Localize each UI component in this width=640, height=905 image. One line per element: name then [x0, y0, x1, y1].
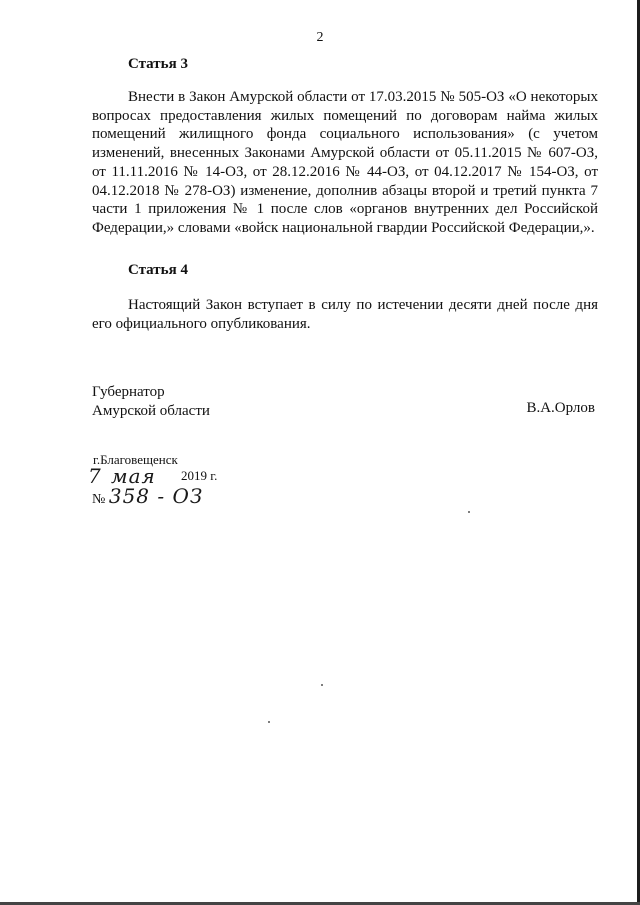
- city-line: г.Благовещенск: [93, 452, 178, 467]
- signatory-name: В.А.Орлов: [526, 400, 595, 416]
- page-number: 2: [316, 30, 324, 45]
- number-sign: №: [92, 492, 106, 507]
- article-3-body: [92, 88, 598, 238]
- scan-speck: [468, 511, 470, 513]
- handwritten-day: 7: [88, 464, 102, 488]
- article-3-heading: Статья 3: [128, 56, 188, 72]
- signatory-title-line-1: Губернатор: [92, 384, 165, 400]
- law-number-line: [92, 484, 203, 508]
- signatory-title: [92, 383, 210, 421]
- scan-speck: [268, 721, 270, 723]
- article-3-paragraph: Внести в Закон Амурской области от 17.03.2015 № 505-ОЗ «О некоторых вопросах предоставления жилых помещений по договорам найма жилых помещений жилищного фонда социального использования» (с учетом изменений, внесенных Законами Амурской области от 05.11.2015 № 607-ОЗ, от 11.11.2016 № 14-ОЗ, от 28.12.2016 № 44-ОЗ, от 04.12.2017 № 154-ОЗ, от 04.12.2018 № 278-ОЗ) изменение, дополнив абзацы второй и третий пункта 7 части 1 приложения № 1 после слов «органов внутренних дел Российской Федерации,» словами «войск национальной гвардии Российской Федерации,».: [92, 89, 598, 236]
- handwritten-month: мая: [110, 464, 156, 488]
- article-4-paragraph: Настоящий Закон вступает в силу по истечении десяти дней после дня его официального опубликования.: [92, 297, 598, 332]
- handwritten-law-number: 358 - ОЗ: [108, 484, 204, 508]
- date-year: 2019 г.: [181, 468, 218, 483]
- scan-speck: [321, 684, 323, 686]
- article-4-body: [92, 296, 598, 333]
- article-4-heading: Статья 4: [128, 262, 188, 278]
- signatory-title-line-2: Амурской области: [92, 403, 210, 419]
